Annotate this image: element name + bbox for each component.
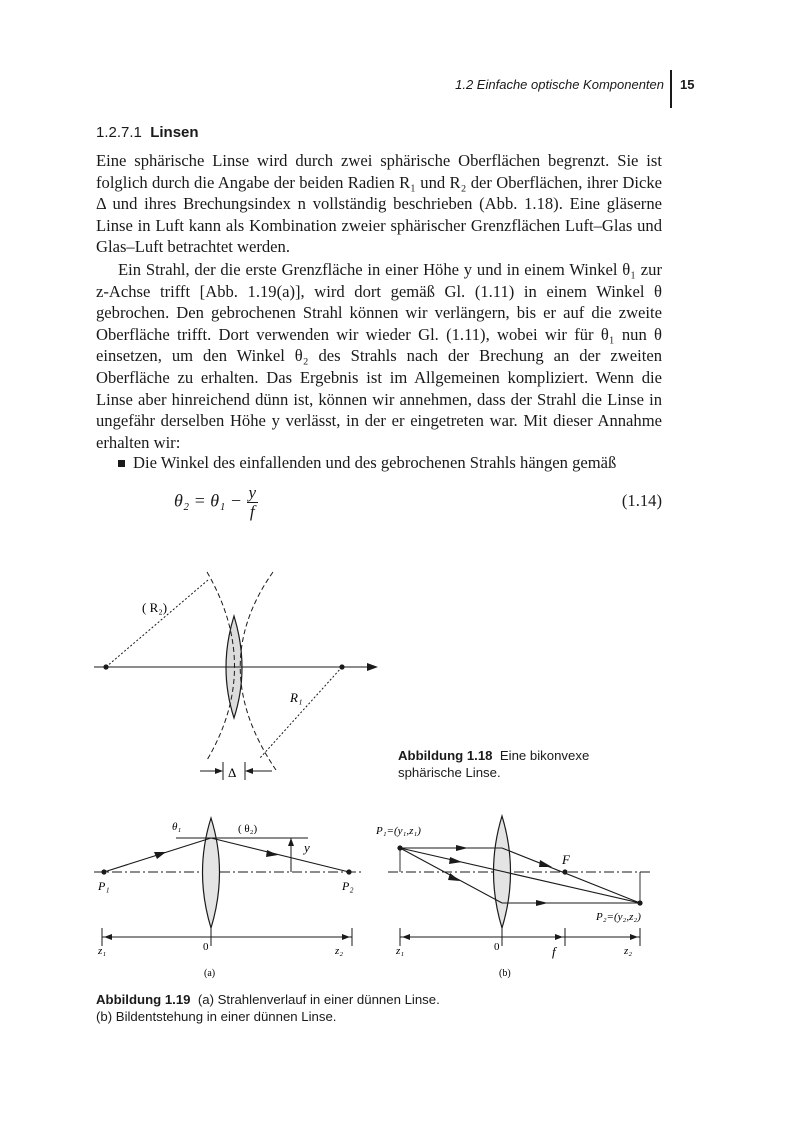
label-theta1: θ₁: [172, 821, 182, 833]
scale-arrow-focal-icon: [555, 934, 563, 940]
label-r1: R₁: [290, 690, 303, 705]
scale-arrow-right-icon: [630, 934, 638, 940]
label-theta2: ( θ₂): [238, 823, 258, 835]
ray-refracted: [211, 838, 349, 872]
label-f-point: F: [562, 852, 570, 867]
figure-1-18-caption-label: Abbildung 1.18: [398, 748, 493, 763]
equation-lhs: θ₂ = θ₁ −: [174, 490, 247, 511]
running-head-title: 1.2 Einfache optische Komponenten: [455, 77, 664, 92]
bullet-item: [96, 453, 616, 473]
paragraph-2: Ein Strahl, der die erste Grenzfläche in einer Höhe y und in einem Winkel θ₁ zur z-Achse trifft [Abb. 1.19(a)], wird dort gemäß Gl. (1.11) in einem Winkel θ gebrochen. Den gebrochenen Strahl können wir verlängern, bis er auf die zweite Oberfläche trifft. Dort verwenden wir wieder Gl. (1.11), wobei wir für θ₁ nun θ einsetzen, um den Winkel θ₂ des Strahls nach der Brechung an der zweiten Oberfläche zu erhalten. Das Ergebnis ist im Allgemeinen kompliziert. Wenn die Linse aber hinreichend dünn ist, können wir annehmen, dass der Strahl die Linse in ungefähr derselben Höhe y verlässt, in der er eingetreten war. Mit dieser Annahme erhalten wir:: [96, 260, 662, 452]
label-z2: z₂: [624, 945, 633, 957]
sphere-right-dashed: [240, 572, 276, 770]
figure-1-18-lens-diagram: [80, 560, 400, 790]
label-zero: 0: [494, 941, 500, 953]
label-p2: P₂: [342, 879, 354, 893]
bullet-square-icon: [118, 460, 125, 467]
ray-front-arrow-icon: [448, 873, 460, 881]
subsection-heading: [96, 124, 199, 141]
scale-arrow-right-icon: [342, 934, 350, 940]
figure-1-18-caption: [398, 747, 628, 781]
height-y-arrow-icon: [288, 838, 294, 846]
axis-arrow-icon: [367, 663, 378, 671]
ray-center: [400, 848, 640, 903]
ray-center-arrow-icon: [449, 857, 462, 864]
radius-r1-line: [260, 667, 342, 758]
subsection-title: Linsen: [150, 124, 199, 141]
thin-lens: [494, 816, 511, 928]
label-delta: Δ: [228, 765, 237, 780]
ray-parallel-out: [502, 848, 640, 903]
label-zero: 0: [203, 941, 209, 953]
ray-parallel-arrow-icon: [456, 845, 468, 851]
bullet-text: Die Winkel des einfallenden und des gebrochenen Strahls hängen gemäß: [133, 453, 617, 472]
radius-r2-line: [106, 580, 208, 667]
delta-arrowhead-left-icon: [215, 768, 223, 774]
figure-1-19-caption-text: (a) Strahlenverlauf in einer dünnen Linse.: [197, 992, 440, 1007]
scale-arrow-left-icon: [104, 934, 112, 940]
figure-1-19-caption-text-2: (b) Bildentstehung in einer dünnen Linse.: [96, 1009, 337, 1024]
panel-label-a: (a): [204, 968, 216, 979]
ray-arrow-icon: [154, 852, 166, 859]
label-z1: z₁: [396, 945, 405, 957]
figure-1-19b-diagram: [372, 810, 664, 985]
equation-numerator: y: [248, 483, 257, 502]
figure-1-19-caption-label: Abbildung 1.19: [96, 992, 191, 1007]
label-z2: z₂: [335, 945, 344, 957]
subsection-number: 1.2.7.1: [96, 124, 142, 141]
figure-1-19a-diagram: [90, 810, 370, 985]
thin-lens: [203, 818, 220, 928]
figure-1-18-caption-text: Eine bikonvexe sphärische Linse.: [398, 748, 590, 780]
ray-focal-arrow-icon: [539, 860, 552, 867]
figure-1-19-caption: [96, 991, 656, 1025]
label-p1-coords: P₁=(y₁,z₁): [376, 825, 421, 837]
label-p2-coords: P₂=(y₂,z₂): [596, 911, 641, 923]
label-p1: P₁: [98, 879, 110, 893]
equation-1-14: [174, 484, 258, 521]
scale-arrow-left-icon: [402, 934, 410, 940]
label-f: f: [552, 944, 556, 959]
paragraph-1: Eine sphärische Linse wird durch zwei sphärische Oberflächen begrenzt. Sie ist folglich durch die Angabe der beiden Radien R₁ und R₂ der Oberflächen, ihrer Dicke Δ und ihres Brechungsindex n vollständig beschrieben (Abb. 1.18). Eine gläserne Linse in Luft kann als Kombination zweier sphärischer Grenzflächen Luft–Glas und Glas–Luft betrachtet werden.: [96, 151, 662, 257]
ray-image-arrow-icon: [536, 900, 548, 906]
delta-arrowhead-right-icon: [245, 768, 253, 774]
equation-denominator: f: [249, 502, 255, 521]
label-y: y: [304, 840, 310, 855]
running-head-rule: [670, 70, 672, 108]
panel-label-b: (b): [499, 968, 511, 979]
equation-number: (1.14): [621, 491, 662, 510]
label-z1: z₁: [98, 945, 107, 957]
page-number: 15: [680, 77, 695, 92]
label-r2: ( R₂): [142, 600, 168, 615]
